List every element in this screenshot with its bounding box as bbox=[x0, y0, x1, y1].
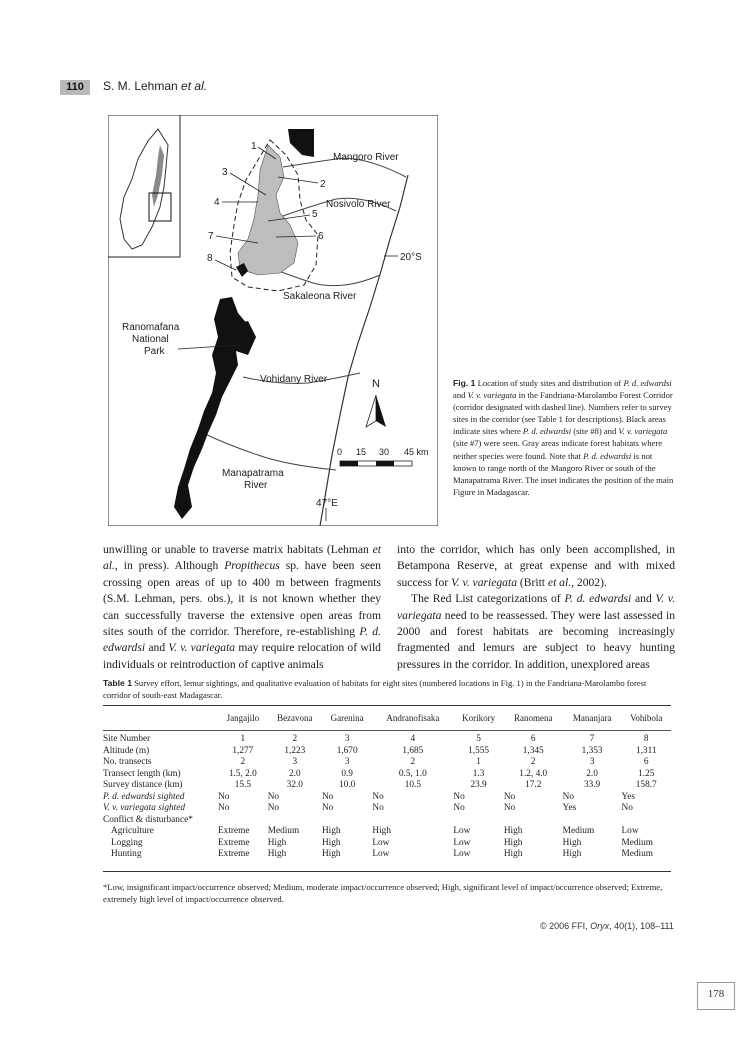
site-label-6: 6 bbox=[318, 231, 324, 242]
table-row: V. v. variegata sighted No No No No No No Yes No bbox=[103, 803, 633, 813]
table-row: P. d. edwardsi sighted No No No No No No No Yes bbox=[103, 791, 636, 802]
body-paragraph: into the corridor, which has only been accomplished, in Betampona Reserve, at great expense and with mixed success for V. v. variegata (Britt et al., 2002). bbox=[397, 543, 675, 589]
label-park-2: National bbox=[132, 334, 169, 345]
site-label-3: 3 bbox=[222, 167, 228, 178]
copyright-line: © 2006 FFI, Oryx, 40(1), 108–111 bbox=[540, 921, 674, 931]
label-manapatrama: Manapatrama bbox=[222, 468, 284, 479]
label-longitude: 47°E bbox=[316, 498, 338, 509]
table-row: Site Number 1 2 3 4 5 6 7 8 bbox=[103, 734, 649, 744]
col-header: Ranomena bbox=[513, 713, 553, 723]
running-header bbox=[103, 79, 207, 93]
table-row: Transect length (km) 1.5, 2.0 2.0 0.9 0.5, 1.0 1.3 1.2, 4.0 2.0 1.25 bbox=[103, 768, 655, 779]
page-number: 110 bbox=[60, 80, 90, 95]
body-column-left bbox=[103, 542, 381, 673]
figure-label: Fig. 1 bbox=[453, 378, 476, 388]
col-header: Jangajilo bbox=[226, 713, 260, 723]
figure-caption: Fig. 1 Location of study sites and distribution of P. d. edwardsi and V. v. variegata in the Fandriana-Marolambo Forest Corridor (corridor designated with dashed line). Numbers refer to survey sites in the corridor (see Table 1 for descriptions). Black areas indicate sites where P. d. edwardsi (site #8) and V. v. variegata (site #7) were seen. Gray areas indicate forest habitats where neither species were found. Note that P. d. edwardsi is not known to range north of the Mangoro River or south of the Manapatrama River. The inset indicates the position of the main Figure in Madagascar. bbox=[453, 378, 674, 497]
table-rule-bottom bbox=[103, 871, 671, 872]
col-header: Mananjara bbox=[572, 713, 612, 723]
label-park-1: Ranomafana bbox=[122, 322, 180, 333]
col-header: Vohibola bbox=[630, 713, 663, 723]
table-row: Altitude (m) 1,277 1,223 1,670 1,685 1,555 1,345 1,353 1,311 bbox=[103, 745, 657, 756]
scale-0: 0 bbox=[337, 447, 343, 457]
table-rule-top bbox=[103, 705, 671, 706]
table-row: Agriculture Extreme Medium High High Low High Medium Low bbox=[111, 826, 639, 836]
site-label-2: 2 bbox=[320, 179, 326, 190]
site-label-5: 5 bbox=[312, 209, 318, 220]
label-north: N bbox=[372, 378, 380, 390]
table-header-row bbox=[103, 710, 671, 727]
label-sakaleona: Sakaleona River bbox=[283, 291, 357, 302]
site-label-4: 4 bbox=[214, 197, 220, 208]
site-label-8: 8 bbox=[207, 253, 213, 264]
col-header: Garenina bbox=[330, 713, 364, 723]
table-label: Table 1 bbox=[103, 678, 132, 688]
label-nosivolo: Nosivolo River bbox=[326, 199, 391, 210]
label-latitude: 20°S bbox=[400, 252, 422, 263]
col-header: Bezavona bbox=[277, 713, 313, 723]
label-vohidany: Vohidany River bbox=[260, 374, 328, 385]
scale-45: 45 km bbox=[404, 447, 429, 457]
label-mangoro: Mangoro River bbox=[333, 152, 399, 163]
col-header: Andranofisaka bbox=[386, 713, 440, 723]
label-park-3: Park bbox=[144, 346, 165, 357]
label-river: River bbox=[244, 480, 268, 491]
body-paragraph: unwilling or unable to traverse matrix habitats (Lehman et al., in press). Although Propithecus sp. have been seen crossing open areas of up to 400 m between fragments (S.M. Lehman, pers. obs.), it is not known whether they can successfully traverse the extensive open areas from sites south of the corridor. Therefore, re-establishing P. d. edwardsi and V. v. variegata may require relocation of wild individuals or reintroduction of captive animals bbox=[103, 543, 381, 671]
study-map-figure bbox=[108, 115, 438, 526]
table-caption: Table 1 Survey effort, lemur sightings, and qualitative evaluation of habitats for eight sites (numbered locations in Fig. 1) in the Fandriana-Marolambo forest corridor of south-east Madagascar. bbox=[103, 678, 647, 700]
col-header: Korikory bbox=[462, 713, 496, 723]
scale-30: 30 bbox=[379, 447, 390, 457]
table-row: Hunting Extreme High High Low Low High High Medium bbox=[111, 849, 654, 859]
author-etal: et al. bbox=[181, 79, 208, 93]
table-row: Survey distance (km) 15.5 32.0 10.0 10.5 23.9 17.2 33.9 158.7 bbox=[103, 780, 657, 790]
table-footnote: *Low, insignificant impact/occurrence observed; Medium, moderate impact/occurrence observed; High, significant level of impact/occurrence observed; Extreme, extremely high level of impact/occurrence observed. bbox=[103, 882, 663, 904]
site-label-7: 7 bbox=[208, 231, 214, 242]
page-tag: 178 bbox=[697, 982, 735, 1010]
body-paragraph: The Red List categorizations of P. d. edwardsi and V. v. variegata need to be reassessed. They were last assessed in 2000 and forest habitats are becoming increasingly fragmented and lemurs are subject to heavy hunting pressures in the corridor. In addition, unexplored areas bbox=[397, 592, 675, 671]
table-row: No. transects 2 3 3 2 1 2 3 6 bbox=[103, 757, 649, 767]
site-label-1: 1 bbox=[251, 141, 257, 152]
survey-table bbox=[103, 710, 671, 861]
table-row: Conflict & disturbance* bbox=[103, 814, 193, 825]
body-column-right bbox=[397, 542, 675, 673]
author-name: S. M. Lehman bbox=[103, 79, 182, 93]
scale-15: 15 bbox=[356, 447, 367, 457]
table-row: Logging Extreme High High Low Low High High Medium bbox=[111, 837, 654, 848]
